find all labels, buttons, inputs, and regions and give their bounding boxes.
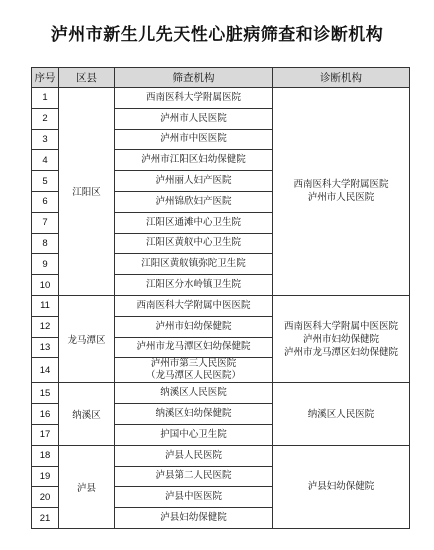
text-line: 江阳区黄舣镇弥陀卫生院 bbox=[141, 258, 246, 270]
diagnosis-line: 纳溪区人民医院 bbox=[307, 408, 375, 420]
text-line: 西南医科大学附属医院 bbox=[145, 91, 241, 103]
text-line: 泸州市人民医院 bbox=[160, 112, 227, 124]
row-number: 11 bbox=[32, 295, 59, 316]
row-number: 18 bbox=[32, 445, 59, 466]
row-number: 14 bbox=[32, 358, 59, 383]
header-district: 区县 bbox=[59, 68, 115, 88]
screening-institution-cell bbox=[115, 191, 273, 212]
text-line: 江阳区黄舣中心卫生院 bbox=[145, 237, 241, 249]
row-number: 4 bbox=[32, 150, 59, 171]
screening-institution-cell bbox=[115, 233, 273, 254]
row-number: 3 bbox=[32, 129, 59, 150]
screening-institution-cell bbox=[115, 404, 273, 425]
text-line: 泸州市中医医院 bbox=[160, 133, 227, 145]
district-cell: 纳溪区 bbox=[59, 383, 115, 445]
text-line: 泸县第二人民医院 bbox=[155, 470, 232, 482]
screening-institution-cell bbox=[115, 275, 273, 296]
district-cell: 龙马潭区 bbox=[59, 295, 115, 382]
screening-institution-cell bbox=[115, 466, 273, 487]
screening-institution-cell bbox=[115, 88, 273, 109]
screening-institution-cell bbox=[115, 337, 273, 358]
text-line: 西南医科大学附属中医医院 bbox=[136, 299, 251, 311]
table-header-row bbox=[32, 68, 410, 88]
header-screening: 筛查机构 bbox=[115, 68, 273, 88]
screening-institution-cell bbox=[115, 487, 273, 508]
diagnosis-line: 泸州市龙马潭区妇幼保健院 bbox=[283, 346, 398, 358]
diagnosis-institution-cell bbox=[273, 445, 410, 528]
table-row bbox=[32, 383, 410, 404]
table-row bbox=[32, 445, 410, 466]
text-line: 护国中心卫生院 bbox=[160, 428, 227, 440]
screening-institution-cell bbox=[115, 108, 273, 129]
diagnosis-line: 泸县妇幼保健院 bbox=[307, 481, 375, 493]
row-number: 9 bbox=[32, 254, 59, 275]
text-line: 泸州市第三人民医院 bbox=[150, 358, 237, 370]
table-body bbox=[32, 88, 410, 529]
row-number: 19 bbox=[32, 466, 59, 487]
row-number: 20 bbox=[32, 487, 59, 508]
text-line: 江阳区通滩中心卫生院 bbox=[145, 216, 241, 228]
screening-institution-cell bbox=[115, 358, 273, 383]
diagnosis-line: 泸州市妇幼保健院 bbox=[302, 333, 379, 345]
page-title: 泸州市新生儿先天性心脏病筛查和诊断机构 bbox=[50, 25, 384, 45]
row-number: 6 bbox=[32, 191, 59, 212]
screening-institution-cell bbox=[115, 445, 273, 466]
text-line: 泸州锦欣妇产医院 bbox=[155, 195, 232, 207]
header-diagnosis: 诊断机构 bbox=[273, 68, 410, 88]
diagnosis-institution-cell bbox=[273, 295, 410, 382]
diagnosis-line: 泸州市人民医院 bbox=[307, 192, 375, 204]
text-line: 泸县人民医院 bbox=[164, 449, 222, 461]
screening-institution-cell bbox=[115, 295, 273, 316]
text-line: 泸州丽人妇产医院 bbox=[155, 175, 232, 187]
row-number: 16 bbox=[32, 404, 59, 425]
diagnosis-institution-cell bbox=[273, 383, 410, 445]
screening-institution-cell bbox=[115, 508, 273, 529]
row-number: 15 bbox=[32, 383, 59, 404]
row-number: 2 bbox=[32, 108, 59, 129]
screening-institution-cell bbox=[115, 316, 273, 337]
row-number: 17 bbox=[32, 424, 59, 445]
row-number: 1 bbox=[32, 88, 59, 109]
text-line: 江阳区分水岭镇卫生院 bbox=[145, 279, 241, 291]
row-number: 7 bbox=[32, 212, 59, 233]
row-number: 13 bbox=[32, 337, 59, 358]
text-line: 泸县中医医院 bbox=[164, 491, 222, 503]
text-line: 泸县妇幼保健院 bbox=[160, 512, 227, 524]
row-number: 8 bbox=[32, 233, 59, 254]
district-cell: 江阳区 bbox=[59, 88, 115, 296]
row-number: 21 bbox=[32, 508, 59, 529]
text-line: 纳溪区妇幼保健院 bbox=[155, 408, 232, 420]
table-row bbox=[32, 88, 410, 109]
header-no: 序号 bbox=[32, 68, 59, 88]
diagnosis-line: 西南医科大学附属医院 bbox=[293, 179, 389, 191]
row-number: 5 bbox=[32, 171, 59, 192]
text-line: （龙马潭区人民医院） bbox=[145, 370, 241, 382]
diagnosis-line: 西南医科大学附属中医医院 bbox=[283, 320, 398, 332]
screening-institution-cell bbox=[115, 383, 273, 404]
text-line: 泸州市龙马潭区妇幼保健院 bbox=[136, 341, 251, 353]
text-line: 泸州市江阳区妇幼保健院 bbox=[141, 154, 246, 166]
screening-institution-cell bbox=[115, 212, 273, 233]
screening-institution-cell bbox=[115, 150, 273, 171]
row-number: 10 bbox=[32, 275, 59, 296]
screening-institution-cell bbox=[115, 254, 273, 275]
institution-table bbox=[31, 67, 410, 529]
text-line: 泸州市妇幼保健院 bbox=[155, 320, 232, 332]
table-row bbox=[32, 295, 410, 316]
screening-institution-cell bbox=[115, 129, 273, 150]
diagnosis-institution-cell bbox=[273, 88, 410, 296]
district-cell: 泸县 bbox=[59, 445, 115, 528]
screening-institution-cell bbox=[115, 171, 273, 192]
text-line: 纳溪区人民医院 bbox=[160, 387, 227, 399]
row-number: 12 bbox=[32, 316, 59, 337]
screening-institution-cell bbox=[115, 424, 273, 445]
